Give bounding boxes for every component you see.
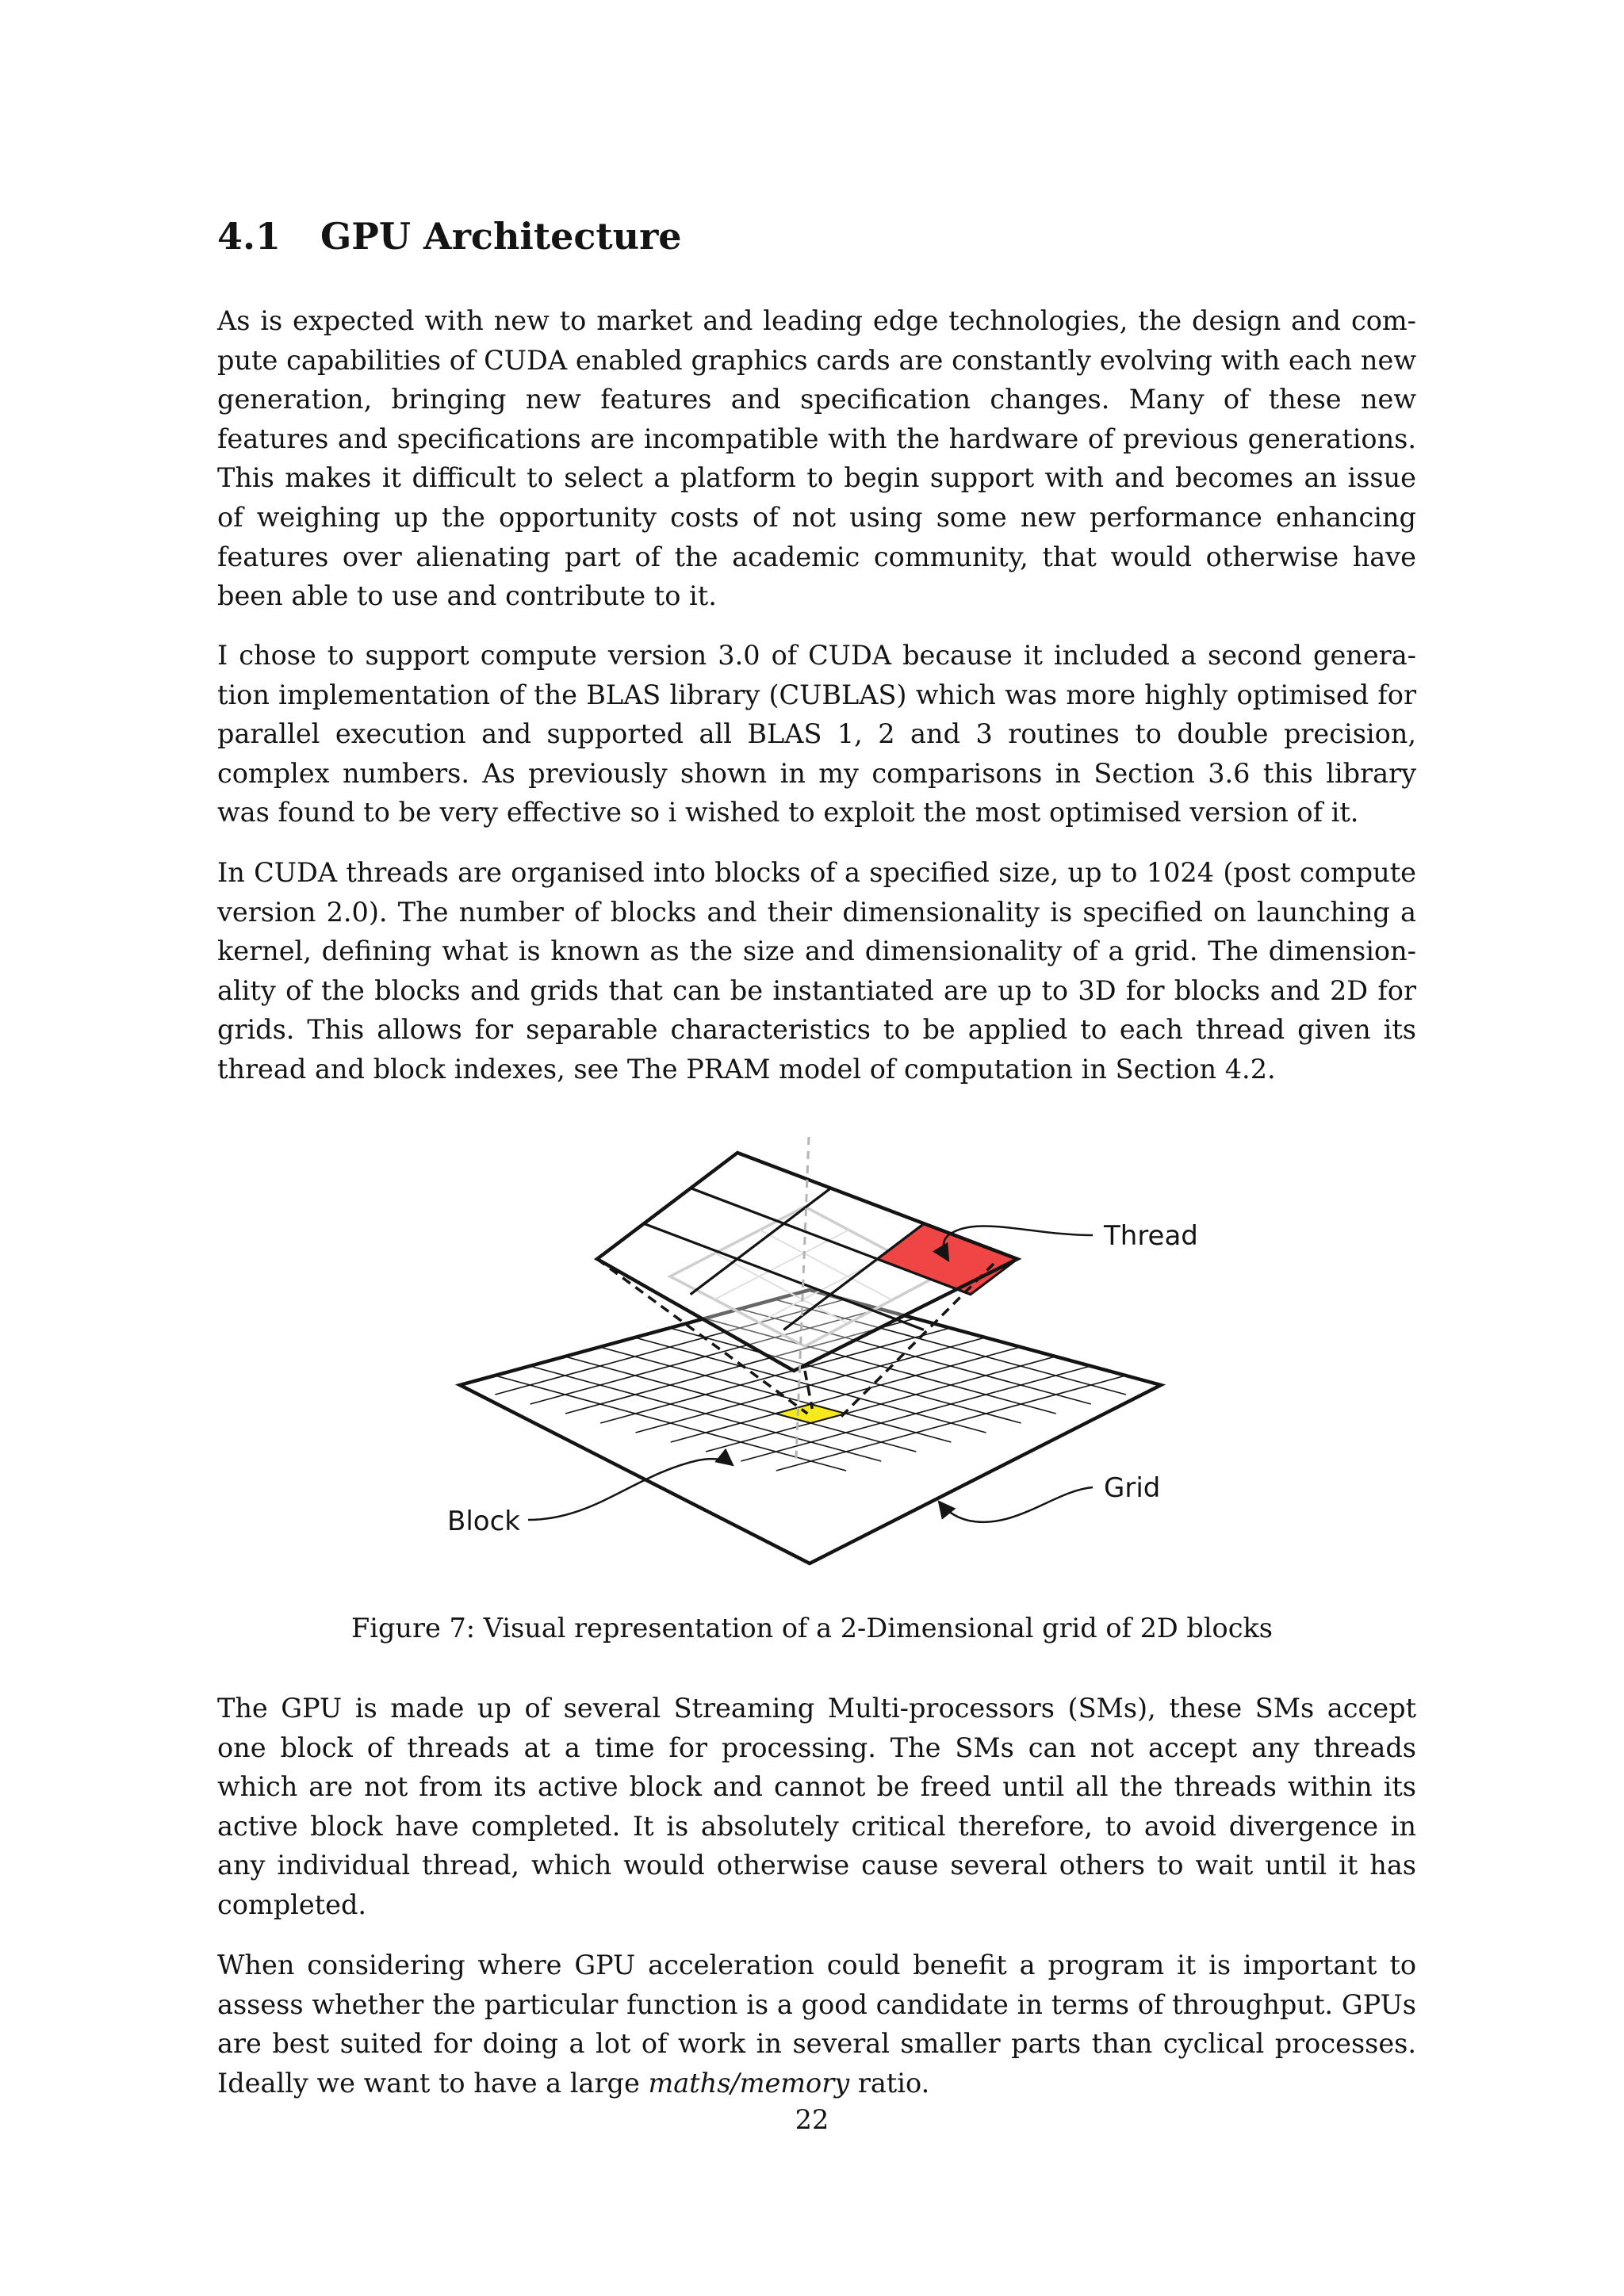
italic-term: maths/memory: [648, 2067, 850, 2099]
paragraph-5: When considering where GPU acceleration could benefit a program it is important to assess whether the particular function is a good candidate in terms of throughput. GPUs are best suited for doing a lot of work in several smaller parts than cyclical processes. Ideally we want to have a large maths/memory ratio.: [217, 1950, 1416, 2099]
thread-label: Thread: [1104, 1220, 1198, 1252]
section-title: GPU Architecture: [320, 215, 682, 258]
block-label: Block: [447, 1506, 520, 1537]
paragraph-2: I chose to support compute version 3.0 of CUDA because it included a second generation implementation of the BLAS library (CUBLAS) which was more highly optimised for parallel execution and supported all BLAS 1, 2 and 3 routines to double precision, complex numbers. As previously shown in my comparisons in Section 3.6 this library was found to be very effective so i wished to exploit the most optimised version of it.: [217, 640, 1416, 828]
paragraph-4: The GPU is made up of several Streaming Multi-processors (SMs), these SMs accept one block of threads at a time for processing. The SMs can not accept any threads which are not from its active block and cannot be freed until all the threads within its active block have completed. It is absolutely critical therefore, to avoid divergence in any individual thread, which would otherwise cause several others to wait until it has completed.: [217, 1693, 1416, 1920]
figure-diagram: [0, 1134, 1624, 1578]
grid-pointer-arrow: [939, 1487, 1093, 1522]
paragraph-3: In CUDA threads are organised into blocks of a specified size, up to 1024 (post compute version 2.0). The number of blocks and their dimensionality is specified on launching a kernel, defining what is known as the size and dimensionality of a grid. The dimensionality of the blocks and grids that can be instantiated are up to 3D for blocks and 2D for grids. This allows for separable characteristics to be applied to each thread given its thread and block indexes, see The PRAM model of computation in Section 4.2.: [217, 857, 1416, 1085]
figure-grid-of-blocks: [0, 1134, 1624, 1578]
section-heading: [217, 212, 682, 260]
section-number: 4.1: [217, 215, 282, 258]
grid-label: Grid: [1104, 1472, 1161, 1504]
paragraph-1: As is expected with new to market and leading edge technologies, the design and compute capabilities of CUDA enabled graphics cards are constantly evolving with each new generation, bringing new features and specification changes. Many of these new features and specifications are incompatible with the hardware of previous generations. This makes it difficult to select a platform to begin support with and becomes an issue of weighing up the opportunity costs of not using some new performance enhancing features over alienating part of the academic community, that would otherwise have been able to use and contribute to it.: [217, 305, 1416, 612]
figure-caption: Figure 7: Visual representation of a 2-Dimensional grid of 2D blocks: [351, 1613, 1273, 1644]
page-number: 22: [795, 2104, 829, 2135]
